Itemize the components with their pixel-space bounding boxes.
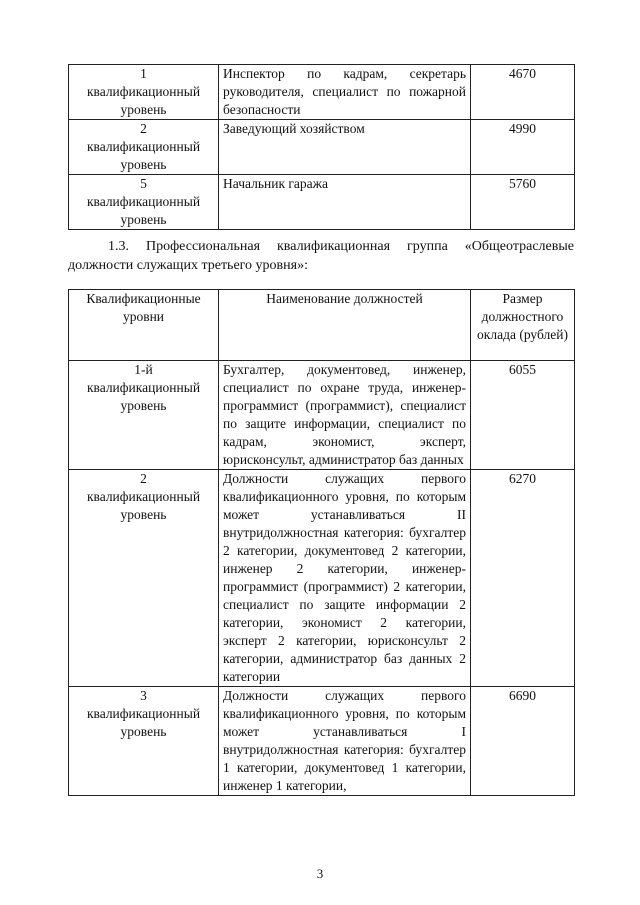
salary-value: 6690	[471, 687, 575, 796]
position-names: Бухгалтер, документовед, инженер, специалист по охране труда, инженер-программист (программист), специалист по защите информации, специалист по кадрам, экономист, эксперт, юрисконсульт, администратор баз данных	[219, 361, 471, 470]
position-names: Должности служащих первого квалификационного уровня, по которым может устанавливаться II внутридолжностная категория: бухгалтер 2 категории, документовед 2 категории, инженер 2 категории, инженер-программист (программист) 2 категории, специалист по защите информации 2 категории, экономист 2 категории, эксперт 2 категории, юрисконсульт 2 категории, администратор баз данных 2 категории	[219, 470, 471, 687]
table-row	[69, 687, 575, 796]
qualification-level: 2 квалификационный уровень	[69, 120, 219, 175]
salary-value: 4670	[471, 65, 575, 120]
qualification-level: 3 квалификационный уровень	[69, 687, 219, 796]
position-names: Начальник гаража	[219, 175, 471, 230]
qualification-level: 1 квалификационный уровень	[69, 65, 219, 120]
header-qualification-levels: Квалификационные уровни	[69, 290, 219, 361]
position-names: Инспектор по кадрам, секретарь руководителя, специалист по пожарной безопасности	[219, 65, 471, 120]
qualification-level: 5 квалификационный уровень	[69, 175, 219, 230]
salary-value: 6055	[471, 361, 575, 470]
qualification-level: 2 квалификационный уровень	[69, 470, 219, 687]
position-names: Заведующий хозяйством	[219, 120, 471, 175]
salary-table-group-3	[68, 289, 575, 796]
table-row	[69, 65, 575, 120]
table-row	[69, 470, 575, 687]
salary-value: 6270	[471, 470, 575, 687]
salary-table-continued	[68, 64, 575, 230]
salary-value: 4990	[471, 120, 575, 175]
table-row	[69, 361, 575, 470]
position-names: Должности служащих первого квалификационного уровня, по которым может устанавливаться I внутридолжностная категория: бухгалтер 1 категории, документовед 1 категории, инженер 1 категории,	[219, 687, 471, 796]
salary-value: 5760	[471, 175, 575, 230]
table-header-row	[69, 290, 575, 361]
section-heading: 1.3. Профессиональная квалификационная группа «Общеотраслевые должности служащих третьего уровня»:	[68, 239, 574, 273]
table-row	[69, 120, 575, 175]
header-position-names: Наименование должностей	[219, 290, 471, 361]
page-number: 3	[316, 866, 324, 881]
qualification-level: 1-й квалификационный уровень	[69, 361, 219, 470]
table-row	[69, 175, 575, 230]
header-salary-size: Размер должностного оклада (рублей)	[471, 290, 575, 361]
